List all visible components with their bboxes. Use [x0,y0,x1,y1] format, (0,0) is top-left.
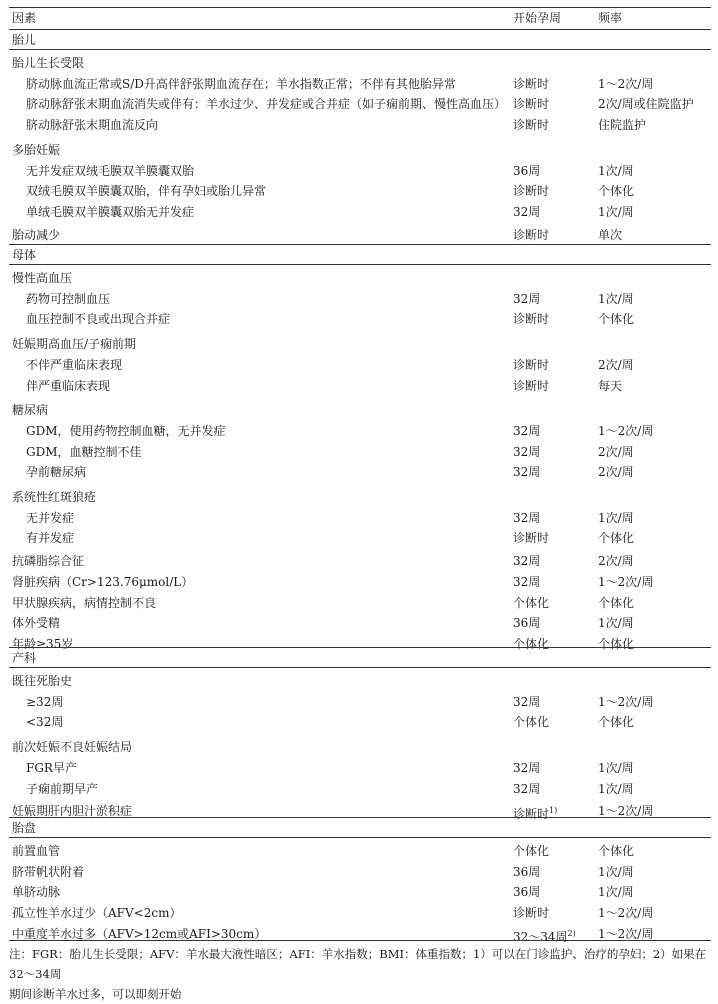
start-week-text: 32周 [513,574,541,589]
table-row [0,375,718,397]
table-row [0,902,718,924]
frequency-cell: 1次/周 [598,781,634,796]
table-row [0,52,718,74]
table-row [0,757,718,779]
section-title-row [0,29,718,51]
table-row [0,93,718,115]
table-row [0,160,718,182]
frequency-cell: 1次/周 [598,760,634,775]
table-row [0,354,718,376]
factor-cell: GDM，使用药物控制血糖，无并发症 [26,423,226,438]
section-title-rule [9,49,711,50]
table-row [0,114,718,136]
start-week-text: 诊断时 [513,531,550,546]
section-title-rule [9,264,711,265]
start-week-cell [513,550,540,572]
header-start-week: 开始孕周 [513,11,562,25]
table-row [0,691,718,713]
table-header-row [0,7,718,29]
table-row [0,527,718,549]
section-title-rule [9,837,711,838]
start-week-text: 诊断时 [513,227,550,242]
table-row [0,224,718,246]
start-week-cell [513,73,549,95]
start-week-cell [513,691,540,713]
frequency-cell: 1次/周 [598,864,634,879]
frequency-cell: 个体化 [598,312,635,327]
frequency-cell: 2次/周 [598,357,634,372]
factor-cell: 血压控制不良或出现合并症 [26,312,171,327]
start-week-text: 个体化 [513,595,550,610]
footnote-marker: 1) [549,806,558,816]
factor-cell: 中重度羊水过多（AFV>12cm或AFI>30cm） [12,926,267,941]
section-title: 胎儿 [12,33,37,47]
factor-cell: 甲状腺疾病，病情控制不良 [12,595,157,610]
factor-cell: 年龄≥35岁 [12,636,74,651]
frequency-cell: 个体化 [598,844,635,858]
start-week-cell [513,288,540,310]
factor-cell: ≥32周 [26,694,64,709]
factor-cell: 脐动脉血流正常或S/D升高伴舒张期血流存在；羊水指数正常；不伴有其他胎异常 [26,76,456,91]
footnote-line-2: 期间诊断羊水过多，可以即刻开始 [9,987,182,1001]
table-row [0,73,718,95]
start-week-cell [513,881,540,903]
start-week-text: 36周 [513,864,541,879]
factor-cell: 既往死胎史 [12,674,73,688]
start-week-text: 诊断时 [513,906,550,921]
frequency-cell: 1次/周 [598,885,634,900]
start-week-cell [513,420,540,442]
factor-cell: 肾脏疾病（Cr>123.76μmol/L） [12,574,194,589]
start-week-text: 诊断时 [513,184,550,199]
frequency-cell: 2次/周 [598,465,634,480]
footnote-marker: 2) [567,928,576,938]
header-frequency: 频率 [598,11,623,25]
start-week-cell [513,224,549,246]
table-row [0,399,718,421]
frequency-cell: 单次 [598,227,623,242]
section-title-row [0,244,718,266]
start-week-cell [513,571,540,593]
factor-cell: <32周 [26,715,64,730]
start-week-cell [513,902,549,924]
factor-cell: 糖尿病 [12,403,49,418]
table-row [0,308,718,330]
start-week-cell [513,612,540,634]
start-week-text: 32周 [513,554,541,569]
frequency-cell: 个体化 [598,595,635,610]
table-row [0,840,718,862]
start-week-cell [513,93,549,115]
frequency-cell: 1～2次/周 [598,574,654,589]
start-week-cell [513,114,549,136]
table-row [0,420,718,442]
table-row [0,201,718,223]
start-week-text: 32周 [513,444,541,459]
factor-cell: 慢性高血压 [12,271,73,285]
start-week-text: 32周 [513,204,541,219]
table-row [0,612,718,634]
table-row [0,861,718,883]
table-row [0,288,718,310]
factor-cell: GDM，血糖控制不佳 [26,444,142,459]
start-week-cell [513,308,549,330]
table-footnote [9,944,709,1004]
start-week-cell [513,180,549,202]
frequency-cell: 1次/周 [598,291,634,306]
table-row [0,778,718,800]
factor-cell: 妊娠期肝内胆汁淤积症 [12,804,133,819]
factor-cell: 抗磷脂综合征 [12,554,85,569]
table-row [0,267,718,289]
factor-cell: 胎儿生长受限 [12,56,85,70]
start-week-cell [513,592,549,614]
start-week-cell [513,711,549,733]
start-week-text: 36周 [513,616,541,631]
table-row [0,461,718,483]
frequency-cell: 2次/周 [598,554,634,569]
frequency-cell: 1～2次/周 [598,423,654,438]
frequency-cell: 1次/周 [598,163,634,178]
start-week-cell [513,778,540,800]
start-week-text: 诊断时 [513,97,550,112]
footnote-line-1: 注：FGR：胎儿生长受限；AFV：羊水最大液性暗区；AFI：羊水指数；BMI：体重指数；1）可以在门诊监护、治疗的孕妇；2）如果在32～34周 [9,947,707,981]
factor-cell: 单脐动脉 [12,885,61,900]
start-week-text: 32周 [513,510,541,525]
frequency-cell: 2次/周或住院监护 [598,97,694,112]
factor-cell: 无并发症双绒毛膜双羊膜囊双胎 [26,163,195,178]
frequency-cell: 每天 [598,378,623,393]
start-week-cell [513,354,549,376]
start-week-text: 32周 [513,423,541,438]
start-week-text: 诊断时 [513,378,550,393]
factor-cell: FGR早产 [26,760,77,775]
section-title-row [0,817,718,839]
frequency-cell: 个体化 [598,531,635,546]
section-title-rule [9,667,711,668]
factor-cell: 胎动减少 [12,227,61,242]
frequency-cell: 1～2次/周 [598,804,654,819]
factor-cell: 单绒毛膜双羊膜囊双胎无并发症 [26,204,195,219]
start-week-cell [513,861,540,883]
start-week-text: 诊断时 [513,76,550,91]
start-week-text: 诊断时 [513,312,550,327]
table-row [0,139,718,161]
table-row [0,333,718,355]
start-week-text: 个体化 [513,844,550,858]
factor-cell: 脐动脉舒张末期血流消失或伴有：羊水过少、并发症或合并症（如子痫前期、慢性高血压） [26,97,507,112]
frequency-cell: 1～2次/周 [598,694,654,709]
frequency-cell: 个体化 [598,184,635,199]
factor-cell: 前置血管 [12,844,61,858]
factor-cell: 双绒毛膜双羊膜囊双胎，伴有孕妇或胎儿异常 [26,184,267,199]
frequency-cell: 1次/周 [598,204,634,219]
factor-cell: 有并发症 [26,531,75,546]
table-row [0,180,718,202]
start-week-cell [513,757,540,779]
factor-cell: 不伴严重临床表现 [26,357,123,372]
start-week-text: 诊断时 [513,807,550,822]
factor-cell: 孕前糖尿病 [26,465,87,480]
start-week-text: 32周 [513,465,541,480]
start-week-text: 32～34周 [513,929,568,944]
frequency-cell: 1～2次/周 [598,906,654,921]
frequency-cell: 1次/周 [598,510,634,525]
table-bottom-rule [9,940,711,941]
start-week-text: 诊断时 [513,118,550,133]
start-week-cell [513,201,540,223]
factor-cell: 药物可控制血压 [26,291,111,306]
start-week-cell [513,527,549,549]
frequency-cell: 2次/周 [598,444,634,459]
table-row [0,670,718,692]
start-week-cell [513,840,549,862]
table-row [0,550,718,572]
table-row [0,486,718,508]
frequency-cell: 1～2次/周 [598,926,654,941]
start-week-cell [513,160,540,182]
start-week-text: 32周 [513,694,541,709]
table-row [0,592,718,614]
section-title: 母体 [12,248,37,262]
factor-cell: 妊娠期高血压/子痫前期 [12,337,137,352]
start-week-text: 32周 [513,291,541,306]
table-row [0,923,718,945]
section-title: 产科 [12,651,37,665]
start-week-text: 36周 [513,885,541,900]
factor-cell: 脐动脉舒张末期血流反向 [26,118,159,133]
frequency-cell: 住院监护 [598,118,647,133]
frequency-cell: 1～2次/周 [598,76,654,91]
table-row [0,507,718,529]
table-row [0,571,718,593]
table-row [0,736,718,758]
start-week-text: 个体化 [513,636,550,651]
section-title: 胎盘 [12,821,37,835]
table-row [0,711,718,733]
start-week-text: 个体化 [513,715,550,730]
factor-cell: 脐带帆状附着 [12,864,85,879]
factor-cell: 无并发症 [26,510,75,525]
factor-cell: 多胎妊娠 [12,142,61,157]
table-row [0,881,718,903]
frequency-cell: 个体化 [598,636,635,651]
table-row [0,441,718,463]
factor-cell: 系统性红斑狼疮 [12,490,97,504]
factor-cell: 伴严重临床表现 [26,378,111,393]
section-title-row [0,647,718,669]
factor-cell: 体外受精 [12,616,61,631]
start-week-cell [513,507,540,529]
start-week-cell [513,461,540,483]
factor-cell: 子痫前期早产 [26,781,99,796]
frequency-cell: 个体化 [598,715,635,730]
start-week-text: 诊断时 [513,357,550,372]
factor-cell: 孤立性羊水过少（AFV<2cm） [12,906,182,921]
frequency-cell: 1次/周 [598,616,634,631]
start-week-cell [513,375,549,397]
start-week-text: 32周 [513,781,541,796]
start-week-text: 36周 [513,163,541,178]
header-factor: 因素 [12,11,37,25]
start-week-text: 32周 [513,760,541,775]
start-week-cell [513,441,540,463]
factor-cell: 前次妊娠不良妊娠结局 [12,740,133,755]
